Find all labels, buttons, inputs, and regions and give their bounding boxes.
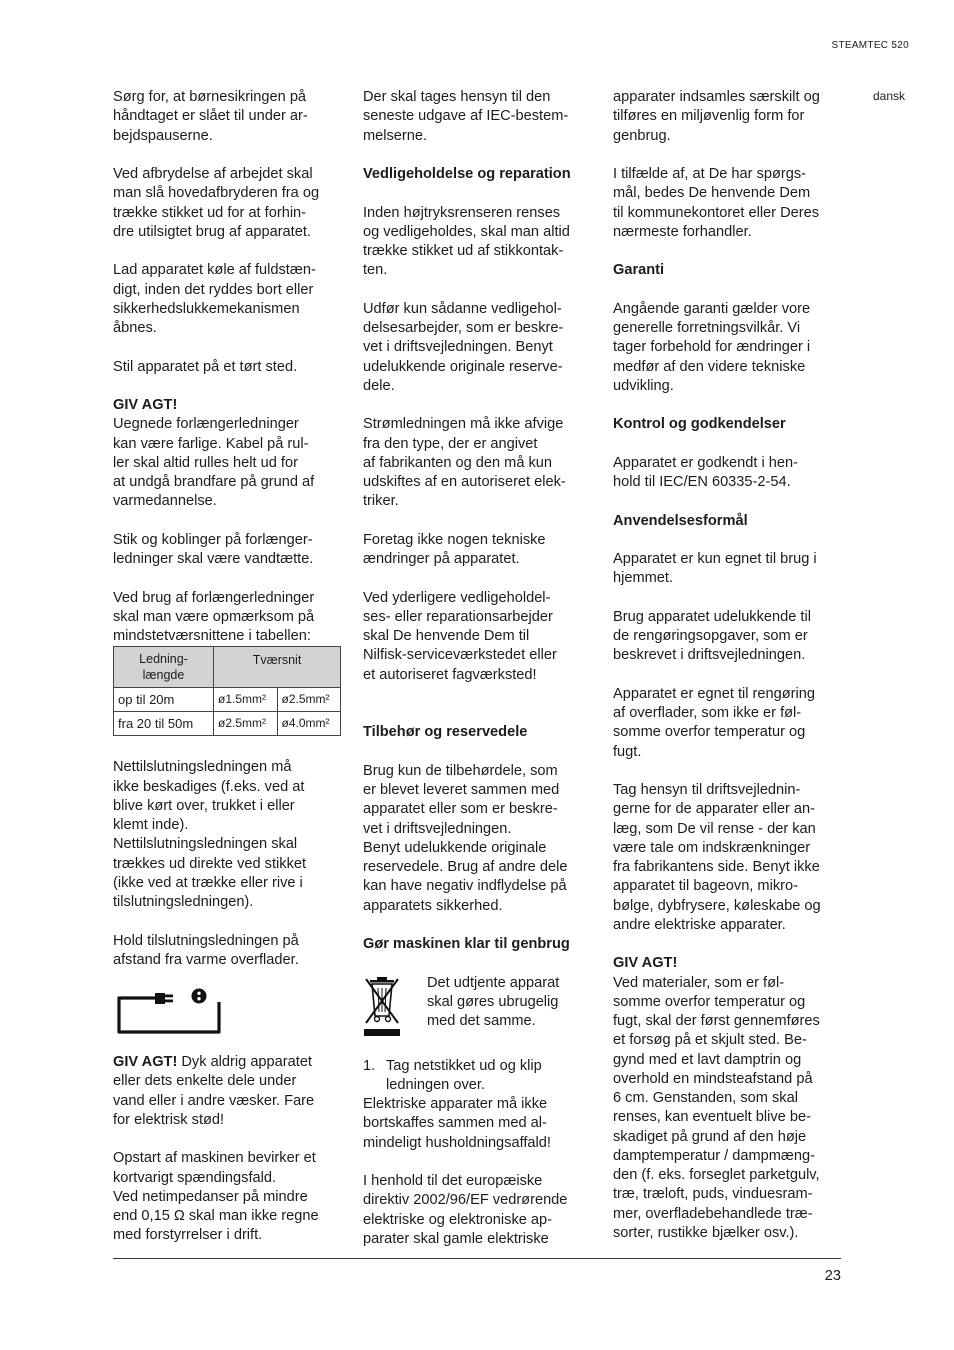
paragraph: Sørg for, at børnesikringen på håndtaget er slået til under ar- bejdspauserne.	[113, 89, 308, 144]
weee-text: Det udtjente apparat skal gøres ubrugelig med det samme.	[427, 974, 560, 1029]
warning-heading: GIV AGT!	[613, 955, 678, 972]
page-number: 23	[824, 1268, 841, 1284]
paragraph: Ved brug af forlængerledninger skal man være opmærksom på mindstetværsnittene i tabellen:	[113, 589, 315, 644]
paragraph: Ved yderligere vedligeholdel- ses- eller reparationsarbejder skal De henvende Dem til Nilfisk-serviceværkstedet eller et autoriseret fagværksted!	[363, 589, 557, 683]
paragraph: Stil apparatet på et tørt sted.	[113, 358, 298, 375]
paragraph: Lad apparatet køle af fuldstæn- digt, inden det ryddes bort eller sikkerhedslukkemekanismen åbnes.	[113, 262, 316, 336]
warning-paragraph	[113, 1053, 345, 1130]
section-heading: Tilbehør og reservedele	[363, 724, 528, 741]
paragraph: apparater indsamles særskilt og tilføres en miljøvenlig form for genbrug.	[613, 89, 820, 144]
paragraph: I henhold til det europæiske direktiv 2002/96/EF vedrørende elektriske og elektroniske ap- parater skal gamle elektriske	[363, 1173, 568, 1247]
table-cell-length: fra 20 til 50m	[114, 712, 214, 736]
list-item	[363, 1057, 595, 1096]
paragraph: Apparatet er godkendt i hen- hold til IEC/EN 60335-2-54.	[613, 454, 798, 490]
list-number: 1.	[363, 1057, 376, 1074]
crossed-bin-icon	[363, 976, 401, 1038]
paragraph: Opstart af maskinen bevirker et kortvarigt spændingsfald. Ved netimpedanser på mindre end 0,15 Ω skal man ikke regne med forstyrrelser i drift.	[113, 1150, 319, 1244]
paragraph: I tilfælde af, at De har spørgs- mål, bedes De henvende Dem til kommunekontoret eller Deres nærmeste forhandler.	[613, 166, 820, 240]
paragraph: Brug apparatet udelukkende til de rengøringsopgaver, som er beskrevet i driftsvejledningen.	[613, 608, 811, 664]
table-cell: ø1.5mm²	[214, 688, 278, 712]
table-header-row	[114, 647, 341, 688]
paragraph: Udfør kun sådanne vedligehol- delsesarbejder, som er beskre- vet i driftsvejledningen. Benyt udelukkende originale reserve- dele.	[363, 300, 564, 394]
paragraph: Der skal tages hensyn til den seneste udgave af IEC-bestem- melserne.	[363, 89, 569, 144]
table-cell: ø4.0mm²	[277, 712, 341, 736]
plug-water-warning-icon	[115, 988, 223, 1036]
warning-heading: GIV AGT!	[113, 1054, 178, 1070]
table-header-cross-section: Tværsnit	[214, 647, 341, 688]
paragraph: Angående garanti gælder vore generelle forretningsvilkår. Vi tager forbehold for ændringer i medfør af den videre tekniske udvikling.	[613, 300, 811, 394]
section-heading: Anvendelsesformål	[613, 512, 748, 529]
paragraph: Apparatet er egnet til rengøring af overflader, som ikke er føl- somme overfor temperatur og fugt.	[613, 685, 815, 760]
paragraph: Inden højtryksrenseren renses og vedligeholdes, skal man altid trække stikket ud af stikkontak- ten.	[363, 204, 570, 279]
table-cell: ø2.5mm²	[214, 712, 278, 736]
weee-notice	[363, 974, 595, 1038]
paragraph: Brug kun de tilbehørdele, som er blevet leveret sammen med apparatet eller som er beskre- vet i driftsvejledningen. Benyt udelukkende originale reservedele. Brug af andre dele kan have negativ indflydelse på apparatets sikkerhed.	[363, 762, 568, 914]
warning-text: Ved materialer, som er føl- somme overfor temperatur og fugt, skal der først gennemføres et forsøg på et skjult sted. Be- gynd med et lavt damptrin og overhold en mindsteafstand på 6 cm. Genstanden, som skal renses, kan eventuelt blive be- skadiget på grund af den høje damptemperatur / dampmæng- den (f. eks. forseglet parketgulv, træ, træloft, puds, vinduesram- mer, overfladebehandlede træ- sorter, rustikke bjælker osv.).	[613, 974, 820, 1241]
warning-text: Dyk aldrig apparatet eller dets enkelte dele under vand eller i andre væsker. Fare for elektrisk stød!	[113, 1054, 315, 1128]
table-row	[114, 712, 341, 736]
paragraph: Strømledningen må ikke afvige fra den type, der er angivet af fabrikanten og den må kun udskiftes af en autoriseret elek- triker.	[363, 416, 566, 510]
section-heading: Garanti	[613, 262, 665, 279]
column-1	[113, 88, 345, 1265]
language-label: dansk	[873, 89, 906, 103]
paragraph: Foretag ikke nogen tekniske ændringer på apparatet.	[363, 531, 546, 567]
paragraph: Apparatet er kun egnet til brug i hjemmet.	[613, 551, 817, 587]
table-row	[114, 688, 341, 712]
list-text: Tag netstikket ud og klip ledningen over.	[386, 1057, 542, 1093]
paragraph: Stik og koblinger på forlænger- ledninger skal være vandtætte.	[113, 531, 314, 567]
warning-text: Uegnede forlængerledninger kan være farlige. Kabel på rul- ler skal altid rulles helt ud for at undgå brandfare på grund af varmedannelse.	[113, 416, 315, 510]
paragraph: Hold tilslutningsledningen på afstand fra varme overflader.	[113, 932, 299, 968]
footer-divider	[113, 1258, 841, 1259]
warning-heading: GIV AGT!	[113, 397, 178, 413]
product-header: STEAMTEC 520	[831, 40, 909, 51]
paragraph: Nettilslutningsledningen må ikke beskadiges (f.eks. ved at blive kørt over, trukket i eller klemt inde). Nettilslutningsledningen skal trækkes ud direkte ved stikket (ikke ved at trække eller rive i tilslutningsledningen).	[113, 759, 307, 910]
column-3	[613, 88, 845, 1262]
table-cell: ø2.5mm²	[277, 688, 341, 712]
table-header-length: Ledning- længde	[114, 647, 214, 688]
column-2	[363, 88, 595, 1268]
paragraph: Ved afbrydelse af arbejdet skal man slå hovedafbryderen fra og trække stikket ud for at forhin- dre utilsigtet brug af apparatet.	[113, 166, 320, 240]
paragraph: Elektriske apparater må ikke bortskaffes sammen med al- mindeligt husholdningsaffald!	[363, 1096, 551, 1151]
paragraph: Tag hensyn til driftsvejlednin- gerne for de apparater eller an- læg, som De vil rense - der kan være tale om indskrænkninger fra fabrikantens side. Benyt ikke apparatet til bageovn, mikro- bølge, dybfrysere, køleskabe og andre elektriske apparater.	[613, 782, 821, 933]
table-cell-length: op til 20m	[114, 688, 214, 712]
section-heading: Gør maskinen klar til genbrug	[363, 936, 570, 952]
extension-cord-table	[113, 646, 341, 736]
section-heading: Kontrol og godkendelser	[613, 416, 786, 433]
section-heading: Vedligeholdelse og reparation	[363, 166, 571, 182]
